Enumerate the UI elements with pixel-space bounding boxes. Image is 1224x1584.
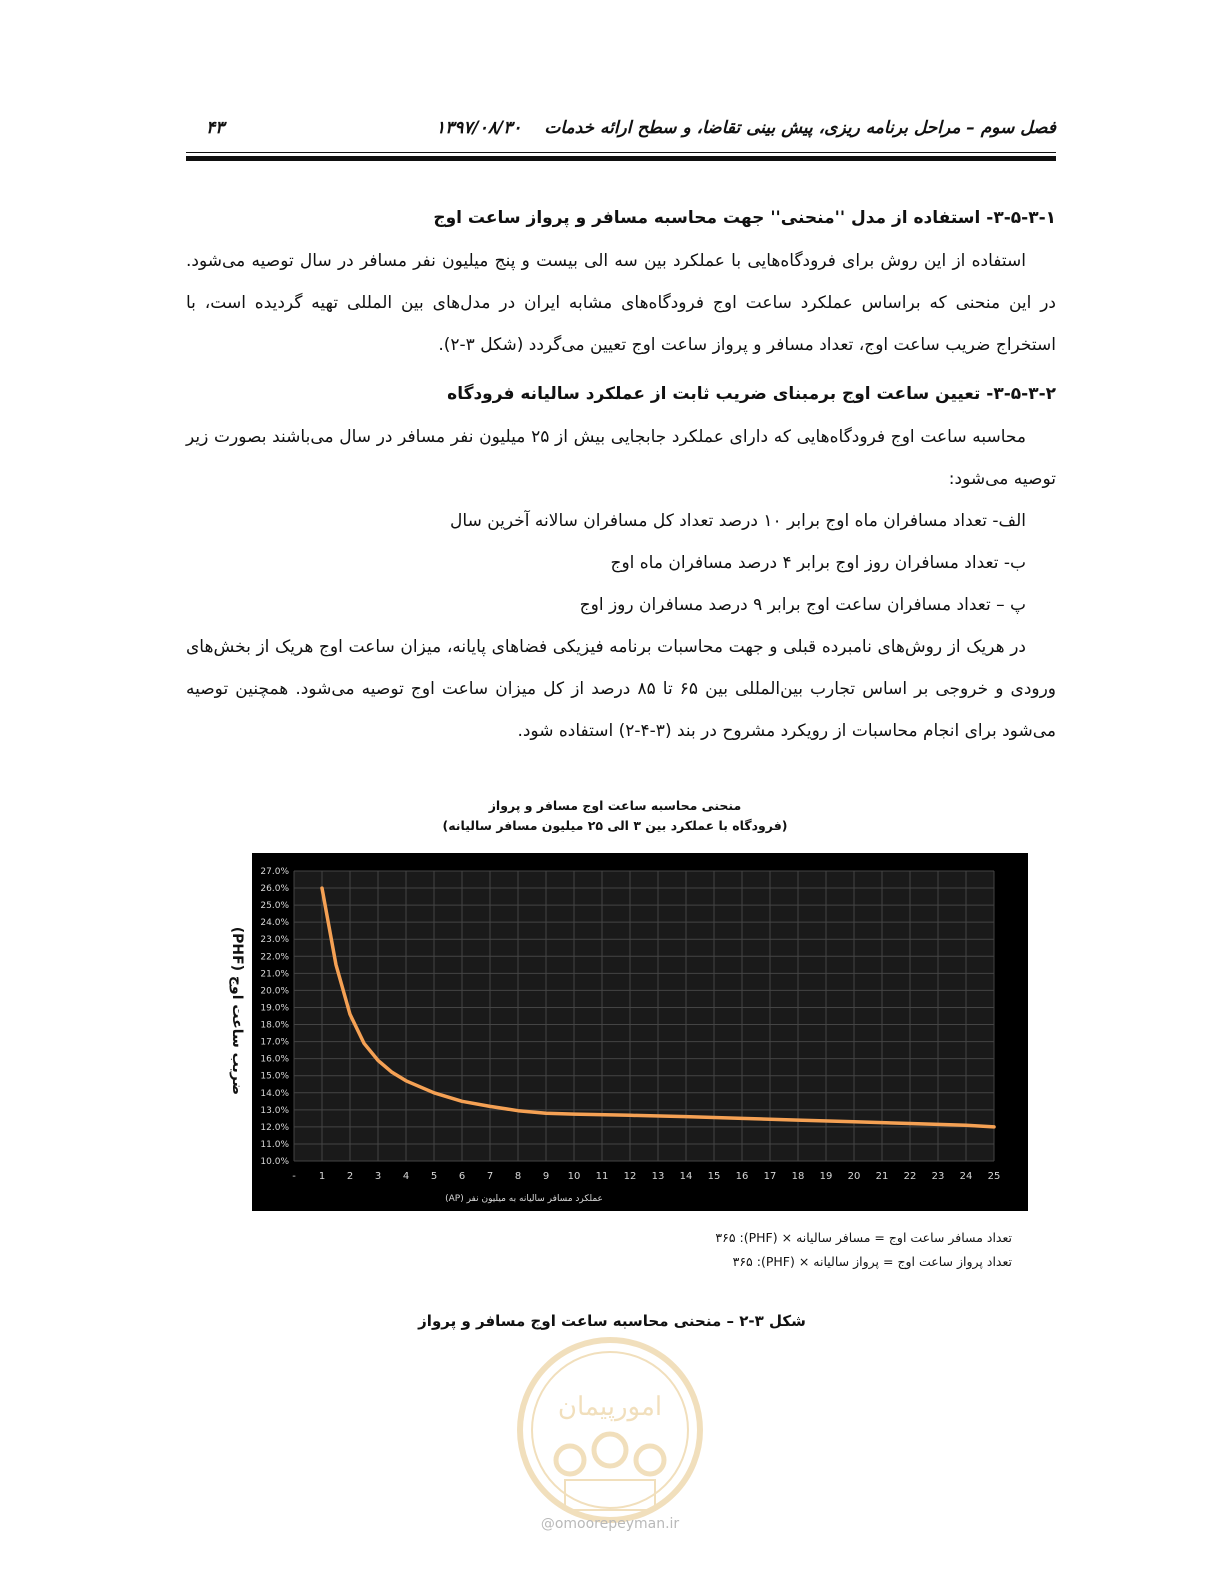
x-axis-label: عملکرد مسافر سالیانه به میلیون نفر (AP) xyxy=(445,1194,603,1204)
section-2-paragraph-2: در هریک از روش‌های نامبرده قبلی و جهت محاسبات برنامه فیزیکی فضاهای پایانه، میزان ساعت اوج هریک از بخش‌های ورودی و خروجی بر اساس تجارب بین‌المللی بین ۶۵ تا ۸۵ درصد از کل میزان ساعت اوج توصیه می‌شود. همچنین توصیه می‌شود برای انجام محاسبات از رویکرد مشروح در بند (۳-۴-۲) استفاده شود. xyxy=(186,637,1057,741)
page-number: ۴۳ xyxy=(206,118,225,138)
watermark-url: @omoorepeyman.ir xyxy=(540,1516,680,1532)
x-tick-label: - xyxy=(292,1171,296,1182)
y-tick-label: 24.0% xyxy=(260,918,289,929)
y-tick-label: 13.0% xyxy=(260,1105,289,1116)
x-tick-label: 12 xyxy=(623,1171,637,1182)
x-tick-label: 18 xyxy=(791,1171,805,1182)
chart-heading xyxy=(380,796,850,836)
x-tick-label: 14 xyxy=(679,1171,693,1182)
header-date: ۱۳۹۷/۰۸/۳۰ xyxy=(436,118,522,138)
x-tick-label: 22 xyxy=(903,1171,917,1182)
y-tick-label: 18.0% xyxy=(260,1020,289,1031)
x-tick-label: 3 xyxy=(374,1171,382,1182)
figure-caption: شکل ۳-۲ – منحنی محاسبه ساعت اوج مسافر و پرواز xyxy=(418,1312,806,1330)
y-tick-label: 16.0% xyxy=(260,1054,289,1065)
x-tick-label: 2 xyxy=(346,1171,354,1182)
list-item-p: پ – تعداد مسافران ساعت اوج برابر ۹ درصد مسافران روز اوج xyxy=(579,595,1026,615)
chapter-title: فصل سوم – مراحل برنامه ریزی، پیش بینی تقاضا، و سطح ارائه خدمات xyxy=(544,118,1056,138)
y-tick-label: 20.0% xyxy=(260,986,289,997)
x-tick-label: 25 xyxy=(987,1171,1001,1182)
x-tick-label: 1 xyxy=(318,1171,326,1182)
x-tick-label: 20 xyxy=(847,1171,861,1182)
x-tick-label: 6 xyxy=(458,1171,466,1182)
x-tick-label: 4 xyxy=(402,1171,410,1182)
x-tick-label: 7 xyxy=(486,1171,494,1182)
y-tick-label: 17.0% xyxy=(260,1037,289,1048)
watermark-logo xyxy=(510,1330,710,1530)
y-tick-label: 11.0% xyxy=(260,1139,289,1150)
y-tick-label: 19.0% xyxy=(260,1003,289,1014)
list-item-a: الف- تعداد مسافران ماه اوج برابر ۱۰ درصد تعداد کل مسافران سالانه آخرین سال xyxy=(450,511,1026,531)
x-tick-label: 5 xyxy=(430,1171,438,1182)
formula-flight: تعداد پرواز ساعت اوج = پرواز سالیانه × (PHF): ۳۶۵ xyxy=(732,1254,1012,1269)
section-2-paragraph: محاسبه ساعت اوج فرودگاه‌هایی که دارای عملکرد جابجایی بیش از ۲۵ میلیون نفر مسافر در سال می‌باشند بصورت زیر توصیه می‌شود: xyxy=(186,427,1056,489)
formulas xyxy=(700,1226,1012,1274)
y-tick-label: 12.0% xyxy=(260,1122,289,1133)
chart-heading-line2: (فرودگاه با عملکرد بین ۳ الی ۲۵ میلیون مسافر سالیانه) xyxy=(442,818,788,833)
header-rule-thin xyxy=(186,152,1056,153)
y-tick-label: 10.0% xyxy=(260,1157,289,1167)
y-tick-label: 25.0% xyxy=(260,901,289,912)
formula-passenger: تعداد مسافر ساعت اوج = مسافر سالیانه × (PHF): ۳۶۵ xyxy=(715,1230,1012,1245)
section-heading-2: ۳-۵-۳-۲- تعیین ساعت اوج برمبنای ضریب ثابت از عملکرد سالیانه فرودگاه xyxy=(447,384,1056,404)
chart-svg xyxy=(252,853,1028,1211)
section-heading-1: ۳-۵-۳-۱- استفاده از مدل ''منحنی'' جهت محاسبه مسافر و پرواز ساعت اوج xyxy=(433,208,1056,228)
chart-y-axis-label: ضریب ساعت اوج (PHF) xyxy=(229,926,245,1095)
body-text xyxy=(186,200,1056,752)
y-tick-label: 22.0% xyxy=(260,952,289,963)
phf-chart xyxy=(252,853,1028,1211)
y-tick-label: 14.0% xyxy=(260,1088,289,1099)
x-tick-label: 8 xyxy=(514,1171,522,1182)
y-tick-label: 23.0% xyxy=(260,935,289,946)
x-tick-label: 17 xyxy=(763,1171,777,1182)
x-tick-label: 23 xyxy=(931,1171,945,1182)
watermark-logo-text: امورپیمان xyxy=(557,1392,663,1422)
y-tick-label: 26.0% xyxy=(260,884,289,895)
y-tick-label: 21.0% xyxy=(260,969,289,980)
y-tick-label: 27.0% xyxy=(260,867,289,877)
x-tick-label: 13 xyxy=(651,1171,665,1182)
chart-heading-line1: منحنی محاسبه ساعت اوج مسافر و پرواز xyxy=(488,798,742,813)
x-tick-label: 21 xyxy=(875,1171,889,1182)
x-tick-label: 24 xyxy=(959,1171,973,1182)
y-tick-label: 15.0% xyxy=(260,1071,289,1082)
x-tick-label: 9 xyxy=(542,1171,550,1182)
header-rule-thick xyxy=(186,156,1056,161)
page-header xyxy=(186,118,1056,148)
x-tick-label: 11 xyxy=(595,1171,609,1182)
x-tick-label: 15 xyxy=(707,1171,721,1182)
x-tick-label: 19 xyxy=(819,1171,833,1182)
plot-area xyxy=(294,871,994,1161)
x-tick-label: 10 xyxy=(567,1171,581,1182)
section-1-paragraph: استفاده از این روش برای فرودگاه‌هایی با عملکرد بین سه الی بیست و پنج میلیون نفر مسافر در سال توصیه می‌شود. در این منحنی که براساس عملکرد ساعت اوج فرودگاه‌های مشابه ایران در مدل‌های بین المللی تهیه گردیده است، با استخراج ضریب ساعت اوج، تعداد مسافر و پرواز ساعت اوج تعیین می‌گردد (شکل ۳-۲). xyxy=(186,251,1056,355)
x-tick-label: 16 xyxy=(735,1171,749,1182)
list-item-b: ب- تعداد مسافران روز اوج برابر ۴ درصد مسافران ماه اوج xyxy=(610,553,1026,573)
